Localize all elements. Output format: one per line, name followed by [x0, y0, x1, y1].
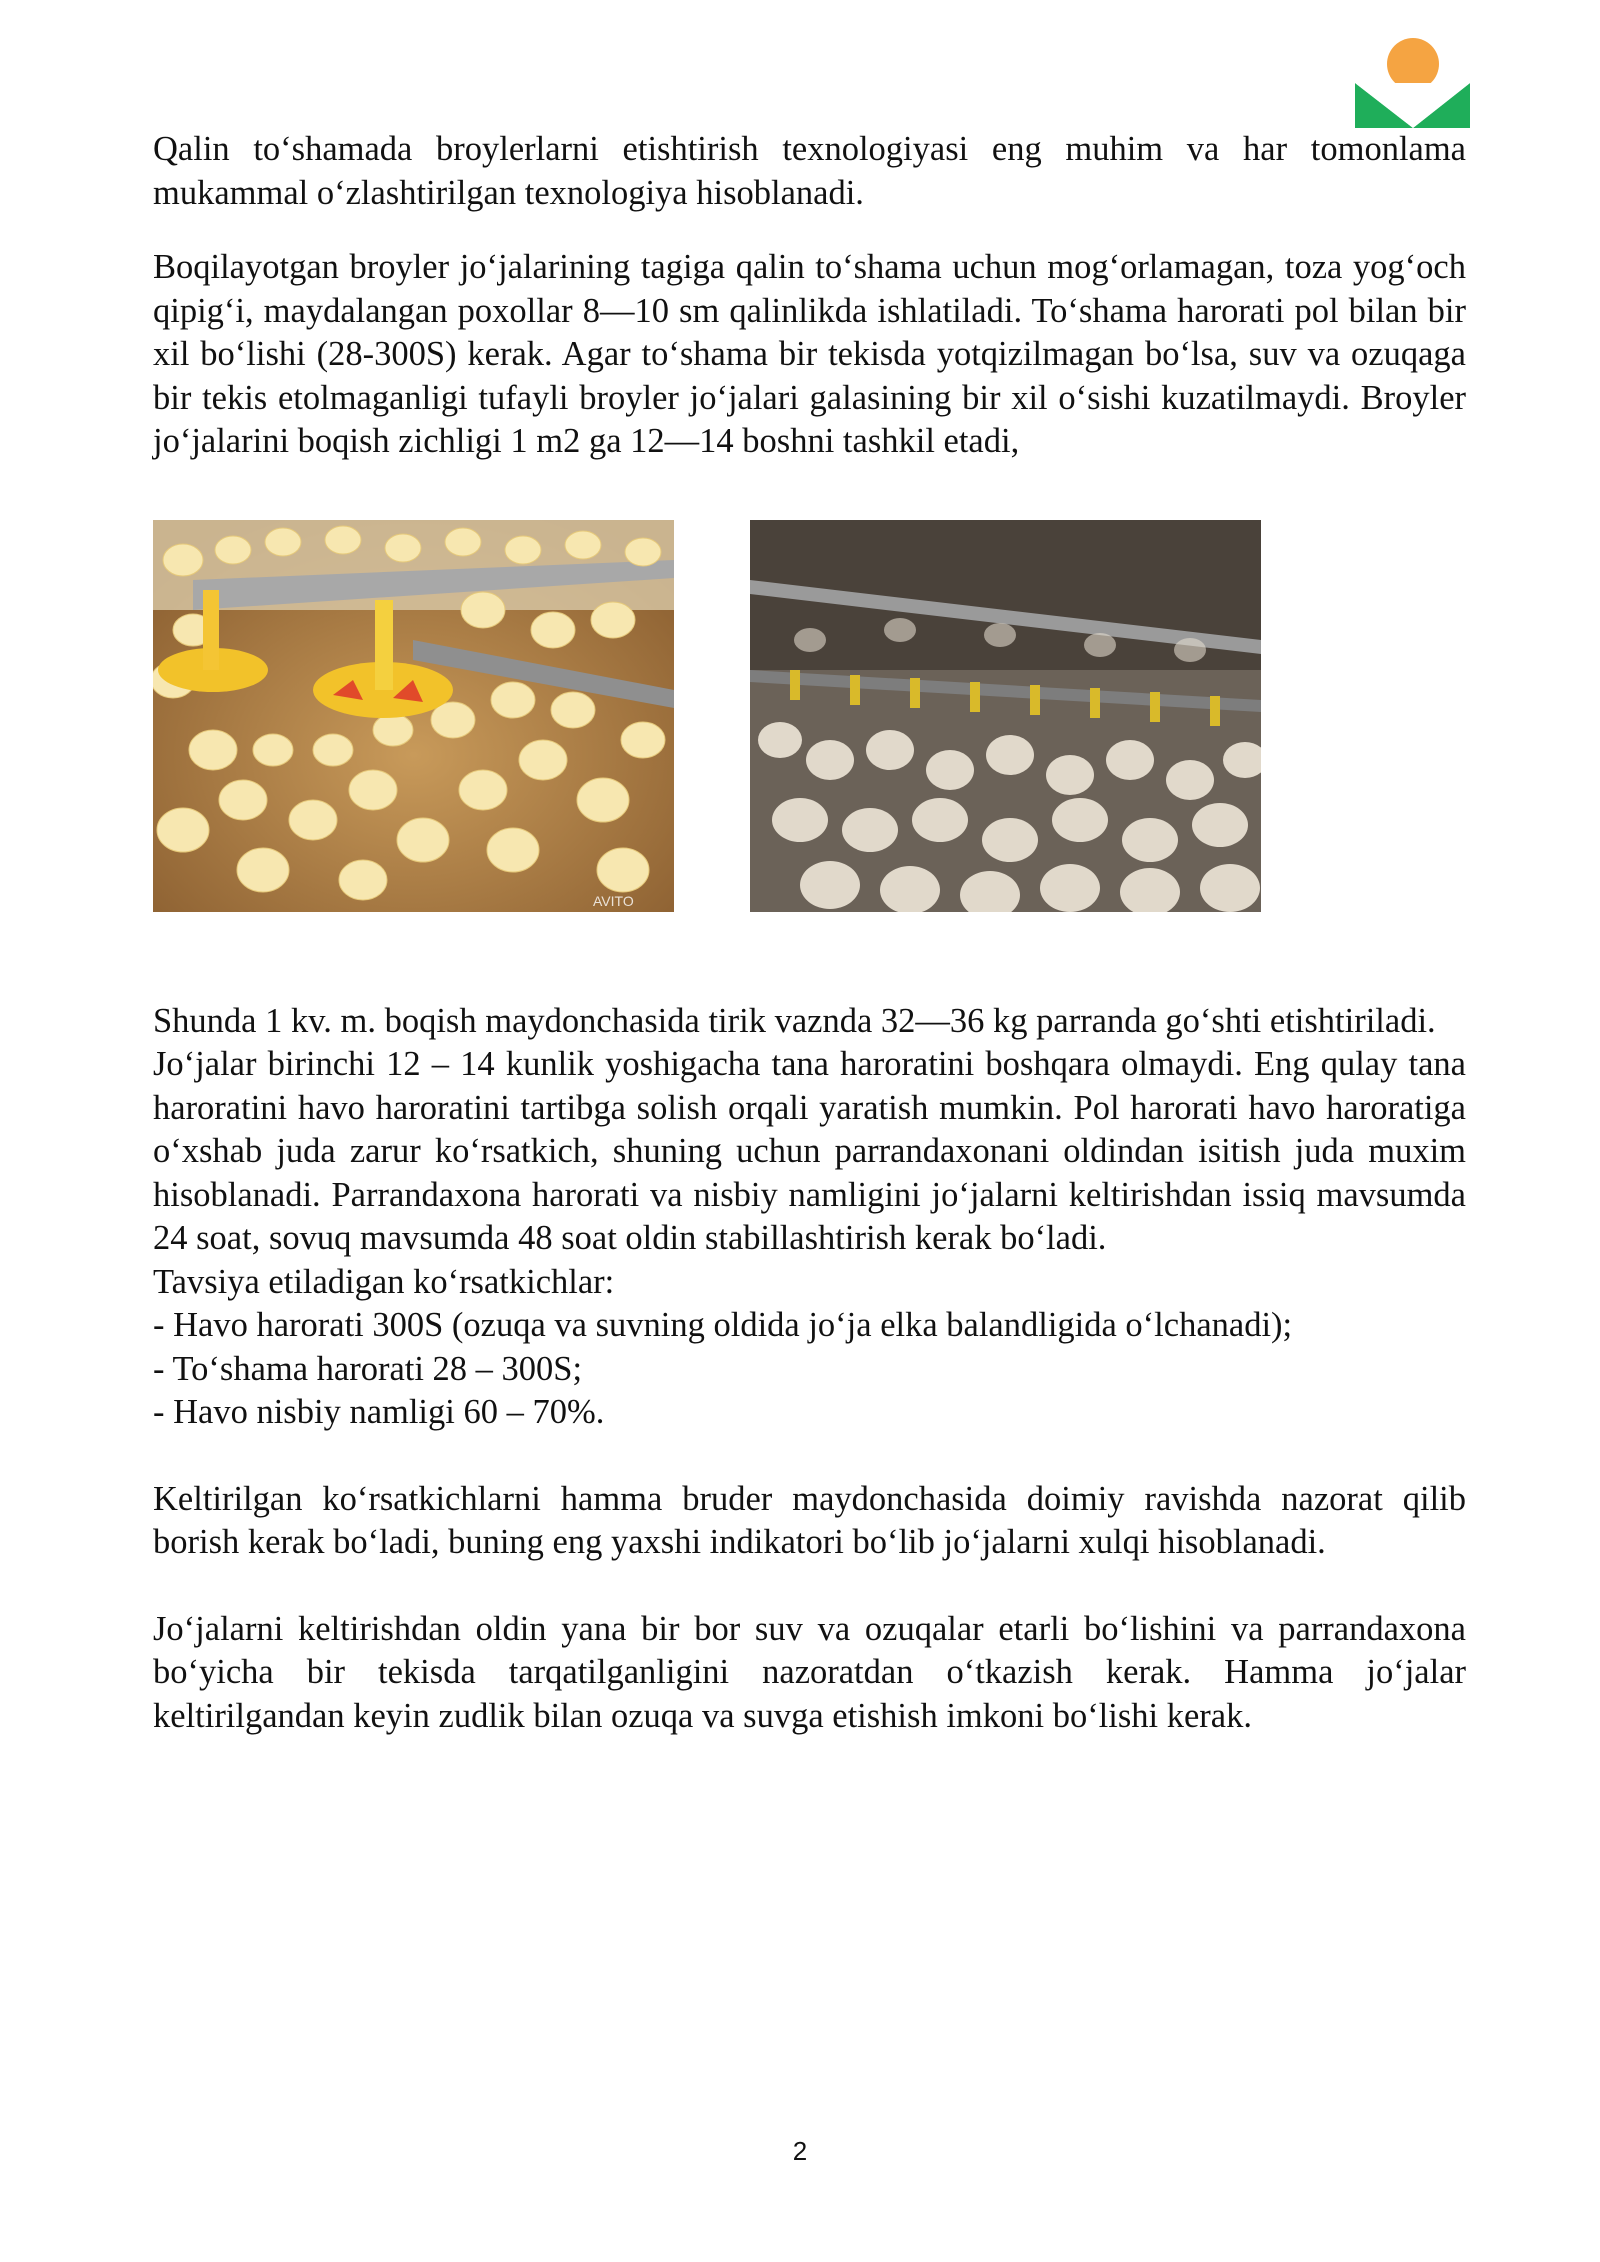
list-item: - Havo nisbiy namligi 60 – 70%.: [153, 1393, 605, 1431]
broiler-house-photo: [750, 520, 1261, 912]
paragraph-temperature: Jo‘jalar birinchi 12 – 14 kunlik yoshigacha tana haroratini boshqara olmaydi. Eng qulay tana haroratini havo haroratini tartibga solish orqali yaratish mumkin. Pol harorati havo haroratiga o‘xshab juda zarur ko‘rsatkich, shuning uchun parrandaxonani oldindan isitish juda muxim hisoblanadi. Parrandaxona harorati va nisbiy namligini jo‘jalarni keltirishdan issiq mavsumda 24 soat, sovuq mavsumda 48 soat oldin stabillashtirish kerak bo‘ladi.: [153, 1045, 1466, 1257]
paragraph-intro: Qalin to‘shamada broylerlarni etishtirish texnologiyasi eng muhim va har tomonlama mukammal o‘zlashtirilgan texnologiya hisoblanadi.: [153, 130, 1466, 212]
list-item: - To‘shama harorati 28 – 300S;: [153, 1349, 583, 1388]
paragraph-arrival: Jo‘jalarni keltirishdan oldin yana bir bor suv va ozuqalar etarli bo‘lishini va parrandaxona bo‘yicha bir tekisda tarqatilganligini nazoratdan o‘tkazish kerak. Hamma jo‘jalar keltirilgandan keyin zudlik bilan ozuqa va suvga etishish imkoni bo‘lishi kerak.: [153, 1609, 1466, 1735]
photo-row: [153, 520, 1466, 912]
list-item: - Havo harorati 300S (ozuqa va suvning oldida jo‘ja elka balandligida o‘lchanadi);: [153, 1306, 1293, 1344]
chicks-feeders-photo: [153, 520, 674, 912]
page-number: 2: [792, 2136, 808, 2166]
recommendations-heading: Tavsiya etiladigan ko‘rsatkichlar:: [153, 1262, 615, 1301]
paragraph-yield: Shunda 1 kv. m. boqish maydonchasida tirik vaznda 32—36 kg parranda go‘shti etishtiriladi.: [153, 1001, 1436, 1040]
photo-watermark: AVITO: [593, 892, 634, 909]
paragraph-monitoring: Keltirilgan ko‘rsatkichlarni hamma bruder maydonchasida doimiy ravishda nazorat qilib borish kerak bo‘ladi, buning eng yaxshi indikatori bo‘lib jo‘jalarni xulqi hisoblanadi.: [153, 1479, 1466, 1561]
logo-icon: [1355, 36, 1470, 128]
document-body: [153, 128, 1466, 1738]
paragraph-bedding: Boqilayotgan broyler jo‘jalarining tagiga qalin to‘shama uchun mog‘orlamagan, toza yog‘och qipig‘i, maydalangan poxollar 8—10 sm qalinlikda ishlatiladi. To‘shama harorati pol bilan bir xil bo‘lishi (28-300S) kerak. Agar to‘shama bir tekisda yotqizilmagan bo‘lsa, suv va ozuqaga bir tekis etolmaganligi tufayli broyler jo‘jalari galasining bir xil o‘sishi kuzatilmaydi. Broyler jo‘jalarini boqish zichligi 1 m2 ga 12—14 boshni tashkil etadi,: [153, 248, 1466, 460]
